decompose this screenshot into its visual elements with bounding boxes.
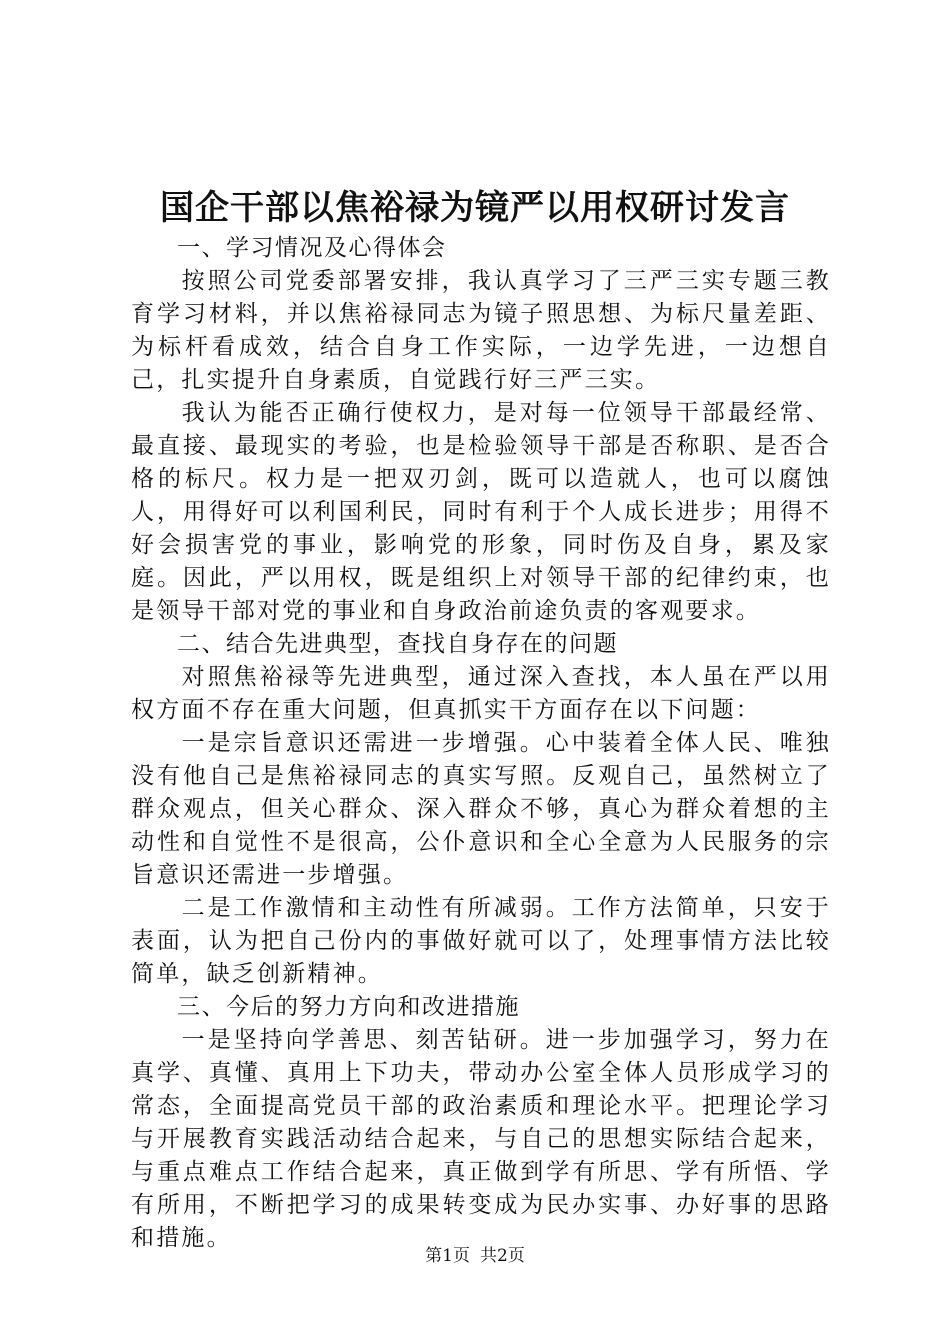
section-heading-1: 一、学习情况及心得体会 xyxy=(177,235,447,261)
document-body xyxy=(131,232,831,1255)
paragraph: 按照公司党委部署安排，我认真学习了三严三实专题三教育学习材料，并以焦裕禄同志为镜子照思想、为标尺量差距、为标杆看成效，结合自身工作实际，一边学先进，一边想自己，扎实提升自身素质，自觉践行好三严三实。 xyxy=(131,268,831,393)
paragraph: 对照焦裕禄等先进典型，通过深入查找，本人虽在严以用权方面不存在重大问题，但真抓实干方面存在以下问题： xyxy=(131,664,831,723)
page-footer xyxy=(0,1244,950,1268)
paragraph: 一是宗旨意识还需进一步增强。心中装着全体人民、唯独没有他自己是焦裕禄同志的真实写照。反观自己，虽然树立了群众观点，但关心群众、深入群众不够，真心为群众着想的主动性和自觉性不是很高，公仆意识和全心全意为人民服务的宗旨意识还需进一步增强。 xyxy=(131,730,831,888)
page-total: 共2页 xyxy=(480,1246,525,1266)
paragraph: 我认为能否正确行使权力，是对每一位领导干部最经常、最直接、最现实的考验，也是检验领导干部是否称职、是否合格的标尺。权力是一把双刃剑，既可以造就人，也可以腐蚀人，用得好可以利国利民，同时有利于个人成长进步；用得不好会损害党的事业，影响党的形象，同时伤及自身，累及家庭。因此，严以用权，既是组织上对领导干部的纪律约束，也是领导干部对党的事业和自身政治前途负责的客观要求。 xyxy=(131,400,831,624)
section-heading-2: 二、结合先进典型，查找自身存在的问题 xyxy=(177,631,618,657)
page-number: 第1页 xyxy=(425,1246,470,1266)
paragraph: 一是坚持向学善思、刻苦钻研。进一步加强学习，努力在真学、真懂、真用上下功夫，带动办公室全体人员形成学习的常态，全面提高党员干部的政治素质和理论水平。把理论学习与开展教育实践活动结合起来，与自己的思想实际结合起来，与重点难点工作结合起来，真正做到学有所思、学有所悟、学有所用，不断把学习的成果转变成为民办实事、办好事的思路和措施。 xyxy=(131,1027,831,1251)
document-title: 国企干部以焦裕禄为镜严以用权研讨发言 xyxy=(160,188,790,228)
section-heading-3: 三、今后的努力方向和改进措施 xyxy=(177,994,520,1020)
paragraph: 二是工作激情和主动性有所减弱。工作方法简单，只安于表面，认为把自己份内的事做好就可以了，处理事情方法比较简单，缺乏创新精神。 xyxy=(131,895,831,987)
